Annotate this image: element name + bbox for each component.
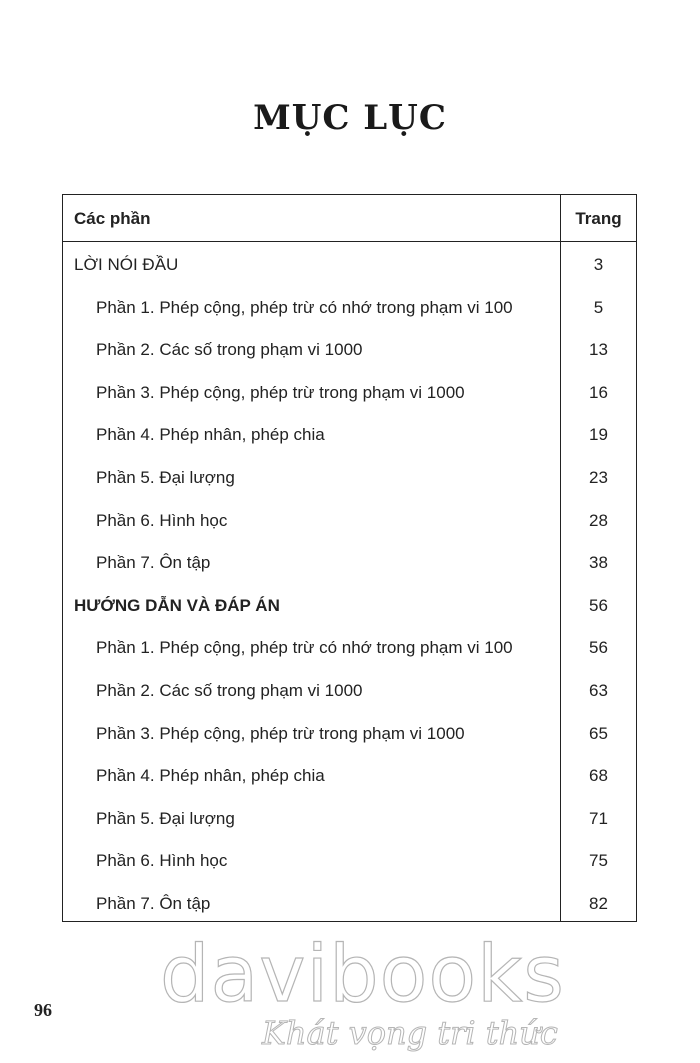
toc-row bbox=[63, 286, 636, 329]
toc-row bbox=[63, 626, 636, 669]
toc-entry-page: 13 bbox=[589, 340, 608, 360]
table-header bbox=[63, 195, 636, 242]
page-number: 96 bbox=[34, 1000, 52, 1020]
toc-entry-page: 63 bbox=[589, 680, 608, 700]
toc-row bbox=[63, 456, 636, 499]
table-of-contents bbox=[62, 194, 637, 922]
toc-entry-label: LỜI NÓI ĐẦU bbox=[74, 255, 179, 274]
toc-entry-label: Phần 6. Hình học bbox=[96, 851, 228, 871]
toc-entry-page: 65 bbox=[589, 723, 608, 743]
toc-entry-label: Phần 7. Ôn tập bbox=[96, 553, 211, 573]
toc-row bbox=[63, 413, 636, 456]
toc-row bbox=[63, 328, 636, 371]
toc-row bbox=[63, 754, 636, 797]
toc-entry-page: 71 bbox=[589, 808, 608, 828]
toc-row bbox=[63, 243, 636, 286]
toc-row bbox=[63, 797, 636, 840]
toc-entry-label: Phần 1. Phép cộng, phép trừ có nhớ trong phạm vi 100 bbox=[96, 638, 513, 658]
toc-entry-page: 56 bbox=[589, 595, 608, 615]
toc-entry-label: Phần 4. Phép nhân, phép chia bbox=[96, 425, 325, 445]
toc-row bbox=[63, 371, 636, 414]
toc-entry-label: Phần 6. Hình học bbox=[96, 510, 228, 530]
toc-entry-page: 82 bbox=[589, 893, 608, 913]
toc-row bbox=[63, 712, 636, 755]
toc-row bbox=[63, 882, 636, 925]
toc-rows bbox=[63, 243, 636, 925]
toc-entry-page: 19 bbox=[589, 425, 608, 445]
header-sections: Các phần bbox=[74, 209, 151, 228]
toc-row bbox=[63, 669, 636, 712]
toc-entry-label: Phần 5. Đại lượng bbox=[96, 467, 235, 487]
toc-row bbox=[63, 499, 636, 542]
toc-entry-page: 68 bbox=[589, 766, 608, 786]
header-page: Trang bbox=[575, 209, 622, 228]
toc-row bbox=[63, 541, 636, 584]
toc-row bbox=[63, 839, 636, 882]
toc-entry-label: Phần 4. Phép nhân, phép chia bbox=[96, 766, 325, 786]
toc-entry-page: 5 bbox=[593, 297, 604, 317]
toc-entry-page: 28 bbox=[589, 510, 608, 530]
toc-entry-label: Phần 7. Ôn tập bbox=[96, 893, 211, 913]
toc-entry-page: 38 bbox=[589, 553, 608, 573]
watermark-slogan: Khát vọng tri thức bbox=[262, 1014, 558, 1052]
toc-entry-label: Phần 1. Phép cộng, phép trừ có nhớ trong phạm vi 100 bbox=[96, 297, 513, 317]
toc-entry-page: 56 bbox=[589, 638, 608, 658]
toc-entry-page: 3 bbox=[593, 255, 604, 274]
watermark-logo: davibooks bbox=[160, 930, 565, 1020]
toc-entry-label: Phần 3. Phép cộng, phép trừ trong phạm vi 1000 bbox=[96, 723, 465, 743]
toc-entry-page: 16 bbox=[589, 382, 608, 402]
toc-entry-page: 23 bbox=[589, 467, 608, 487]
toc-entry-page: 75 bbox=[589, 851, 608, 871]
toc-entry-label: HƯỚNG DẪN VÀ ĐÁP ÁN bbox=[74, 595, 280, 615]
page-title: MỤC LỤC bbox=[253, 98, 447, 138]
toc-entry-label: Phần 3. Phép cộng, phép trừ trong phạm vi 1000 bbox=[96, 382, 465, 402]
toc-entry-label: Phần 5. Đại lượng bbox=[96, 808, 235, 828]
toc-entry-label: Phần 2. Các số trong phạm vi 1000 bbox=[96, 680, 363, 700]
toc-row bbox=[63, 584, 636, 627]
toc-entry-label: Phần 2. Các số trong phạm vi 1000 bbox=[96, 340, 363, 360]
